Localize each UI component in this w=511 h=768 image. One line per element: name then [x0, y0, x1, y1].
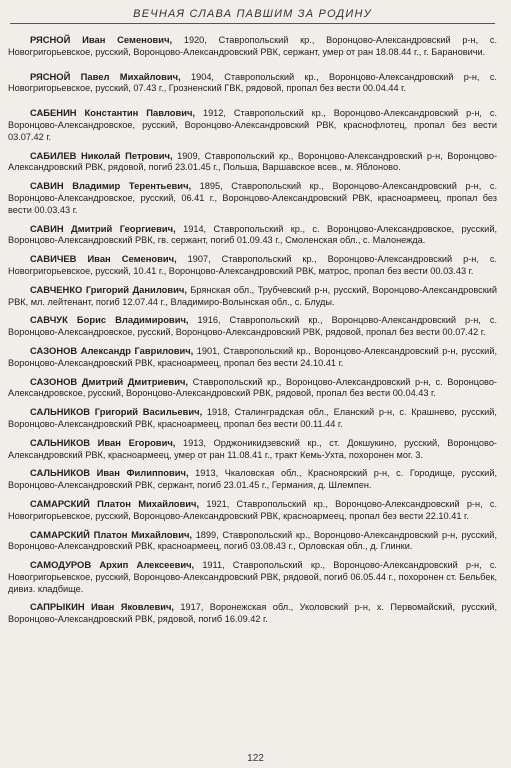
person-details: 1904, Ставропольский кр., Воронцово-Александровский р-н, с. Новогригорьевское, русский, 07.43 г., Грозненский ГВК, рядовой, пропал без вести 00.04.44 г. — [8, 71, 497, 94]
person-details: 1911, Ставропольский кр., Воронцово-Александровский р-н, с. Новогригорьевское, русский, Воронцово-Александровский РВК, рядовой, погиб 06.05.44 г., похоронен ст. Бельбек, дивиз. кладбище. — [8, 560, 497, 594]
person-details: 1899, Ставропольский кр., Воронцово-Александровский р-н, русский, Воронцово-Александровский РВК, красноармеец, погиб 03.08.43 г., Орловская обл., д. Глинки. — [8, 529, 497, 552]
person-details: 1913, Орджоникидзевский кр., ст. Докшукино, русский, Воронцово-Александровский РВК, красноармеец, умер от ран 11.08.41 г., тракт Кемь-Ухта, похоронен мог. 3. — [8, 437, 497, 460]
list-item — [8, 150, 497, 175]
list-item — [8, 406, 497, 431]
person-name: САЗОНОВ Дмитрий Дмитриевич, — [30, 375, 188, 387]
list-item — [8, 180, 497, 216]
list-item — [8, 34, 497, 59]
running-header: ВЕЧНАЯ СЛАВА ПАВШИМ ЗА РОДИНУ — [10, 8, 495, 24]
list-item — [8, 253, 497, 278]
person-name: САВИН Дмитрий Георгиевич, — [30, 222, 176, 234]
list-item — [8, 559, 497, 595]
person-name: САПРЫКИН Иван Яковлевич, — [30, 601, 175, 613]
list-item — [8, 601, 497, 626]
list-item — [8, 498, 497, 523]
list-item — [8, 437, 497, 462]
person-name: САБЕНИН Константин Павлович, — [30, 107, 196, 119]
person-name: САВИЧЕВ Иван Семенович, — [30, 253, 177, 265]
list-item — [8, 314, 497, 339]
person-name: САМАРСКИЙ Платон Михайлович, — [30, 497, 200, 509]
list-item — [8, 71, 497, 96]
list-item — [8, 223, 497, 248]
list-item — [8, 345, 497, 370]
list-item — [8, 376, 497, 401]
list-item — [8, 529, 497, 554]
person-details: 1901, Ставропольский кр., Воронцово-Александровский р-н, русский, Воронцово-Александровский РВК, красноармеец, пропал без вести 24.10.41 г. — [8, 345, 497, 368]
person-name: РЯСНОЙ Иван Семенович, — [30, 34, 173, 45]
person-name: САМОДУРОВ Архип Алексеевич, — [30, 559, 195, 571]
list-item — [8, 467, 497, 492]
person-details: 1895, Ставропольский кр., Воронцово-Александровский р-н, с. Воронцово-Александровское, русский, 06.41 г., Воронцово-Александровский РВК, красноармеец, пропал без вести 00.03.43 г. — [8, 181, 498, 215]
list-item — [8, 107, 497, 143]
person-name: САВЧУК Борис Владимирович, — [30, 314, 189, 326]
list-item — [8, 284, 497, 309]
person-name: САЛЬНИКОВ Иван Егорович, — [30, 436, 176, 448]
person-name: РЯСНОЙ Павел Михайлович, — [30, 70, 181, 82]
person-name: САВИН Владимир Терентьевич, — [30, 180, 192, 192]
person-details: 1909, Ставропольский кр., Воронцово-Александровский р-н, Воронцово-Александровский РВК, рядовой, погиб 23.01.45 г., Польша, Варшавское всев., м. Яблоново. — [8, 150, 497, 173]
person-details: 1920, Ставропольский кр., Воронцово-Александровский р-н, с. Новогригорьевское, русский, Воронцово-Александровский РВК, сержант, умер от ран 18.08.44 г., г. Барановичи. — [8, 35, 497, 57]
person-details: Ставропольский кр., Воронцово-Александровский р-н, с. Воронцово-Александровское, русский, Воронцово-Александровский РВК, рядовой, пропал без вести 00.04.43 г. — [8, 376, 497, 399]
person-name: САЗОНОВ Александр Гаврилович, — [30, 344, 194, 356]
person-details: Брянская обл., Трубчевский р-н, русский, Воронцово-Александровский РВК, мл. лейтенант, погиб 12.07.44 г., Владимиро-Волынская обл., с. Блуды. — [8, 284, 497, 307]
person-name: САВЧЕНКО Григорий Данилович, — [30, 283, 187, 295]
person-name: САБИЛЕВ Николай Петрович, — [30, 149, 173, 161]
page-number: 122 — [247, 753, 264, 764]
person-details: 1913, Чкаловская обл., Красноярский р-н, с. Городище, русский, Воронцово-Александровский РВК, сержант, погиб 23.01.45 г., Германия, д. Шлемпен. — [8, 468, 497, 491]
person-name: САЛЬНИКОВ Иван Филиппович, — [30, 467, 189, 479]
entry-list — [8, 34, 497, 626]
person-details: 1917, Воронежская обл., Уколовский р-н, х. Первомайский, русский, Воронцово-Александровский РВК, рядовой, погиб 16.09.42 г. — [8, 602, 498, 625]
person-name: САМАРСКИЙ Платон Михайлович, — [30, 528, 193, 540]
person-details: 1907, Ставропольский кр., Воронцово-Александровский р-н, с. Новогригорьевское, русский, 10.41 г., Воронцово-Александровский РВК, матрос, пропал без вести 00.03.43 г. — [8, 254, 497, 276]
person-details: 1916, Ставропольский кр., Воронцово-Александровский р-н, с. Воронцово-Александровское, русский, Воронцово-Александровский РВК, рядовой, пропал без вести 00.07.42 г. — [8, 315, 497, 338]
person-details: 1918, Сталинградская обл., Еланский р-н, с. Крашнево, русский, Воронцово-Александровский РВК, красноармеец, пропал без вести 00.11.44 г. — [8, 407, 497, 429]
person-details: 1914, Ставропольский кр., с. Воронцово-Александровское, русский, Воронцово-Александровский РВК, гв. сержант, погиб 01.09.43 г., Смоленская обл., с. Малонежда. — [8, 223, 498, 246]
person-details: 1921, Ставропольский кр., Воронцово-Александровский р-н, с. Новогригорьевское, русский, Воронцово-Александровский РВК, красноармеец, пропал без вести 22.10.41 г. — [8, 498, 497, 521]
person-name: САЛЬНИКОВ Григорий Васильевич, — [30, 406, 203, 418]
person-details: 1912, Ставропольский кр., Воронцово-Александровский р-н, с. Воронцово-Александровское, русский, Воронцово-Александровский РВК, краснофлотец, пропал без вести 03.07.42 г. — [8, 108, 497, 142]
